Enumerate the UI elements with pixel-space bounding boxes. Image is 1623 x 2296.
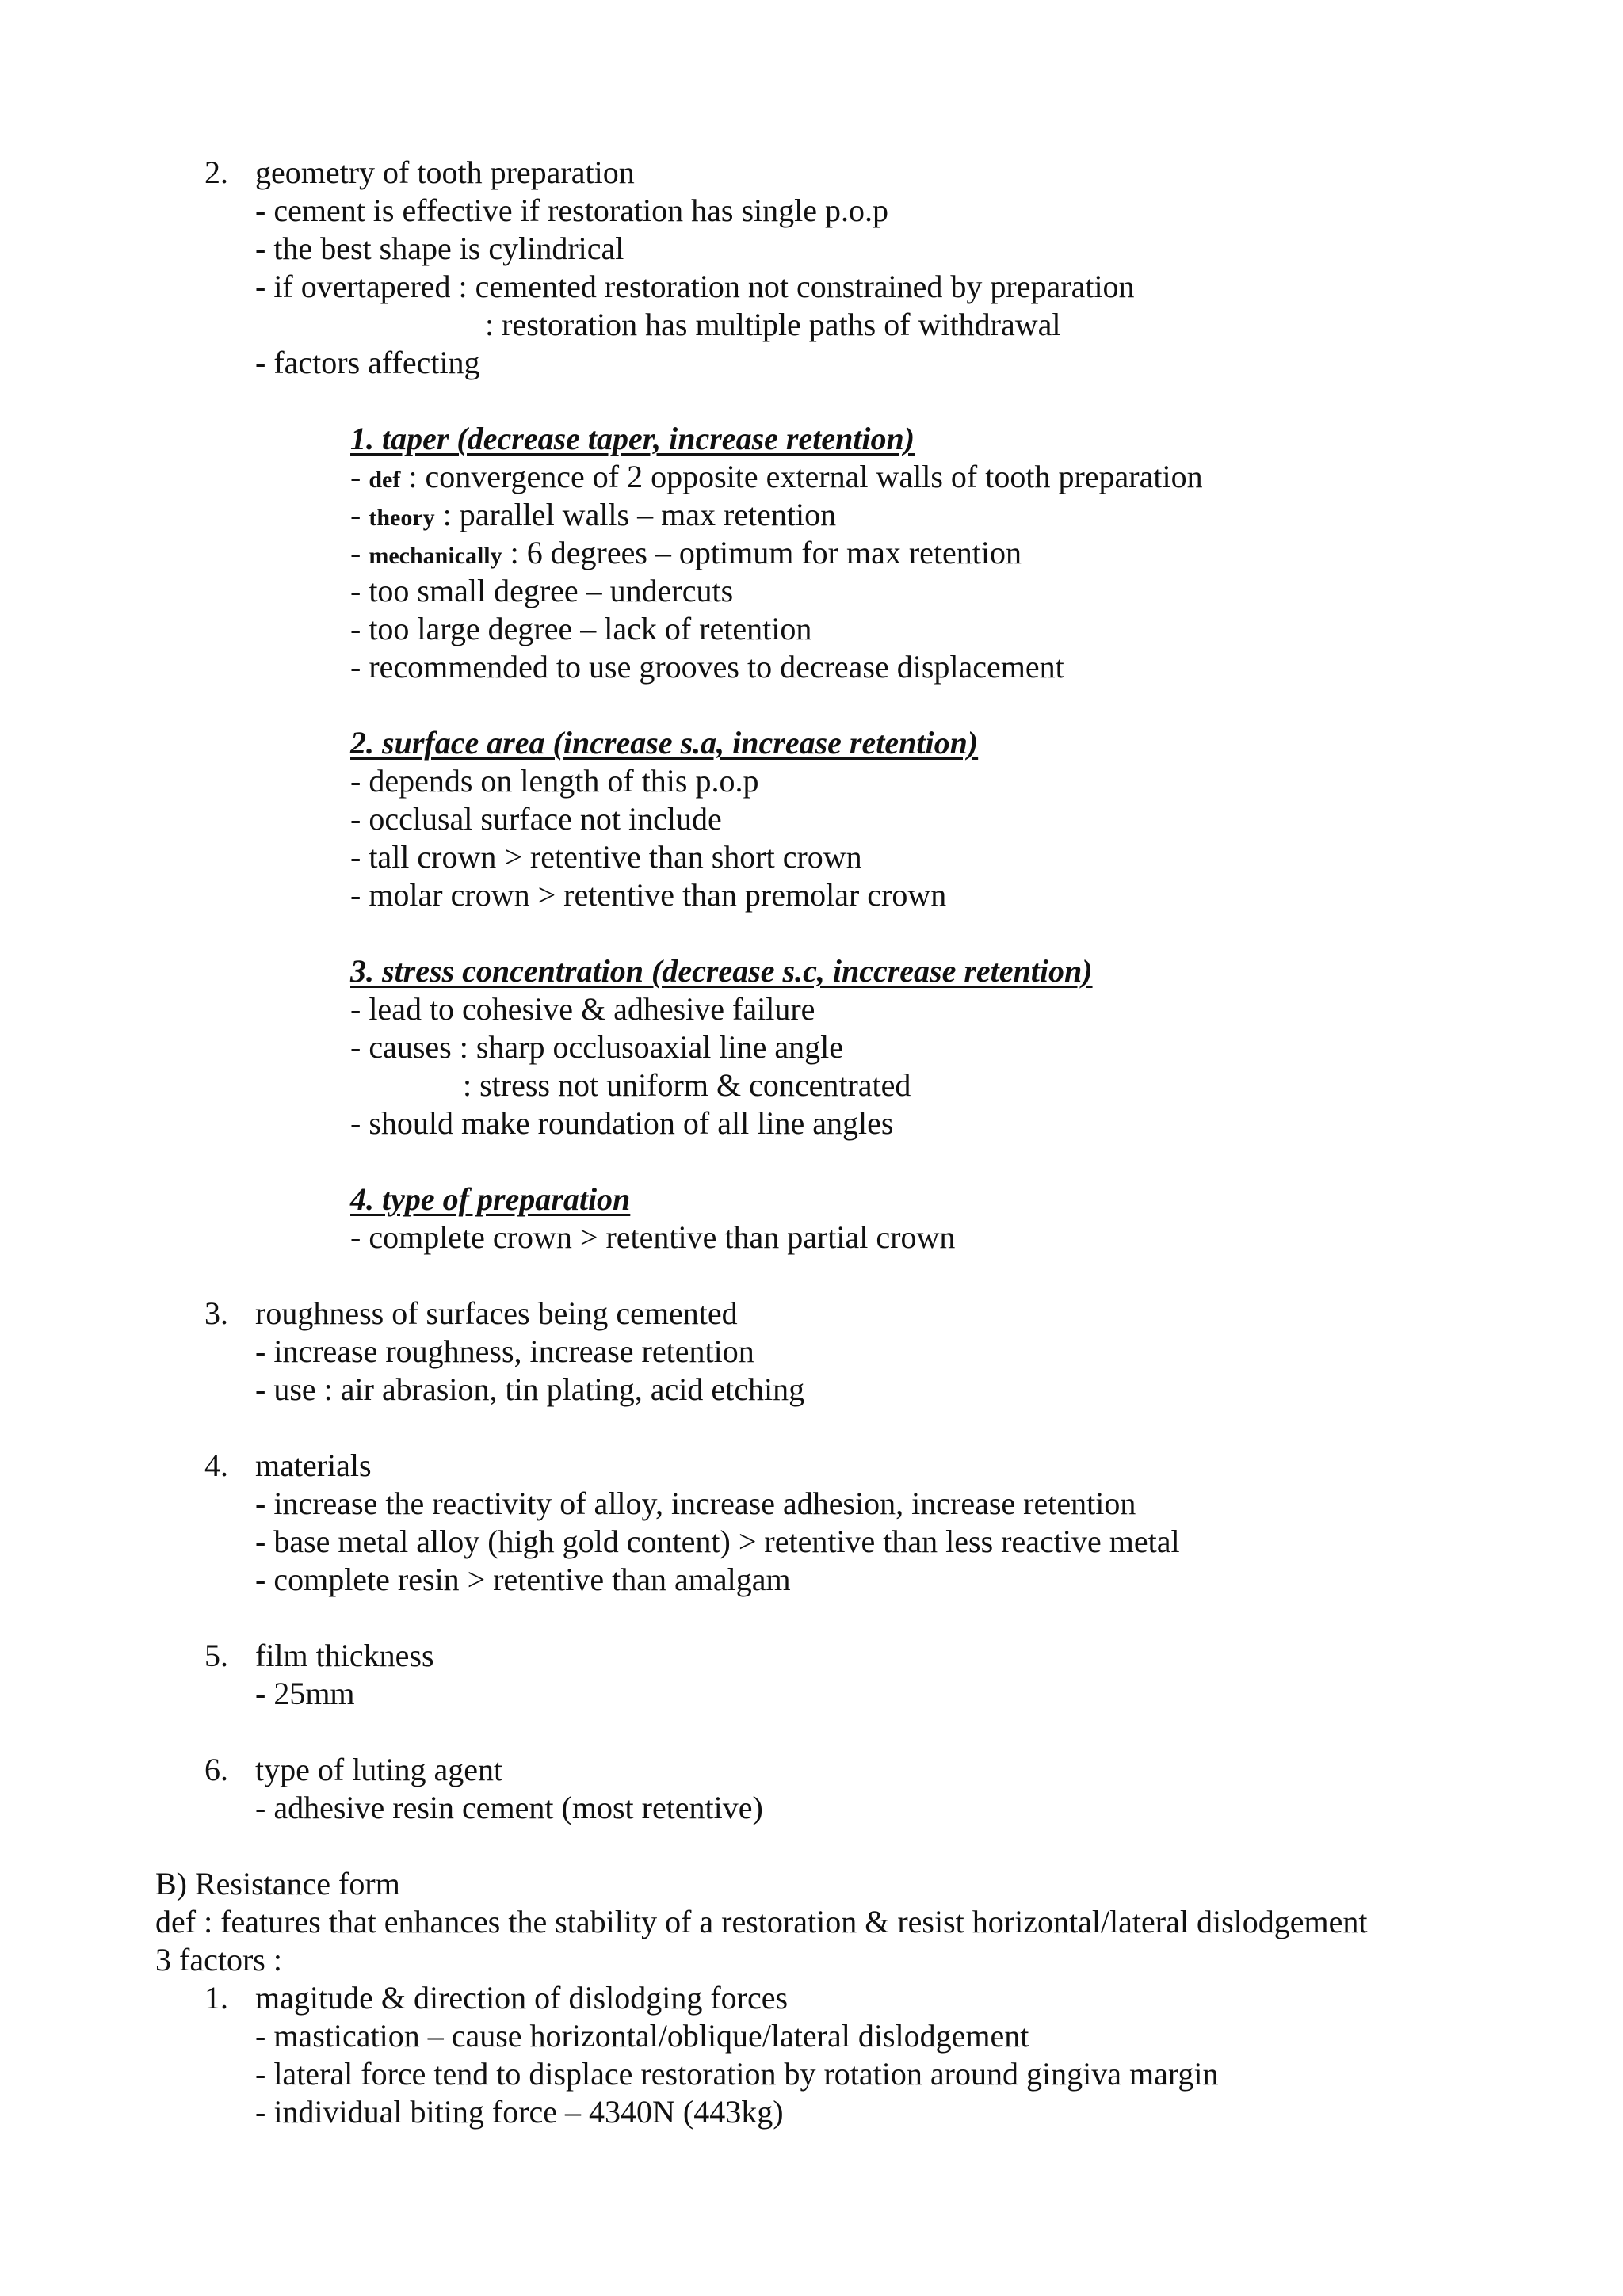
text-line: - adhesive resin cement (most retentive)	[255, 1790, 763, 1825]
factor-heading: 3. stress concentration (decrease s.c, inccrease retention)	[350, 953, 1093, 989]
text-line: - depends on length of this p.o.p	[350, 763, 759, 799]
text-line: - cement is effective if restoration has single p.o.p	[255, 193, 889, 228]
text-line: - increase roughness, increase retention	[255, 1333, 754, 1369]
text-line: - lead to cohesive & adhesive failure	[350, 991, 815, 1027]
text-line: - if overtapered : cemented restoration not constrained by preparation	[255, 269, 1135, 304]
text-line: - def : convergence of 2 opposite external walls of tooth preparation	[350, 459, 1203, 494]
text-line: - lateral force tend to displace restoration by rotation around gingiva margin	[255, 2056, 1219, 2092]
text-line: - factors affecting	[255, 345, 480, 380]
text-line: - molar crown > retentive than premolar crown	[350, 877, 947, 913]
text-line: 3 factors :	[155, 1942, 282, 1978]
list-number: 3.	[204, 1295, 228, 1331]
text-line: def : features that enhances the stability of a restoration & resist horizontal/lateral dislodgement	[155, 1904, 1368, 1939]
text-line: - should make roundation of all line angles	[350, 1105, 894, 1141]
text-line: - theory : parallel walls – max retention	[350, 497, 837, 532]
text-line: - 25mm	[255, 1676, 355, 1711]
text-line: - mastication – cause horizontal/oblique/lateral dislodgement	[255, 2018, 1029, 2054]
list-item-title: roughness of surfaces being cemented	[255, 1295, 738, 1331]
term-text: : 6 degrees – optimum for max retention	[502, 535, 1022, 570]
list-number: 2.	[204, 154, 228, 190]
text-line: - increase the reactivity of alloy, increase adhesion, increase retention	[255, 1486, 1136, 1521]
factor-heading: 4. type of preparation	[350, 1181, 631, 1217]
text-line: - causes : sharp occlusoaxial line angle	[350, 1029, 843, 1065]
text-line: - tall crown > retentive than short crown	[350, 839, 862, 875]
text-line: - too small degree – undercuts	[350, 573, 734, 608]
list-item-title: geometry of tooth preparation	[255, 154, 635, 190]
text-line: - use : air abrasion, tin plating, acid etching	[255, 1371, 805, 1407]
factor-heading: 1. taper (decrease taper, increase retention)	[350, 421, 915, 456]
list-number: 4.	[204, 1447, 228, 1483]
factor-heading: 2. surface area (increase s.a, increase retention)	[350, 725, 979, 761]
text-line: - base metal alloy (high gold content) > retentive than less reactive metal	[255, 1524, 1180, 1559]
term-label: def	[369, 467, 401, 493]
text-line: - complete crown > retentive than partial crown	[350, 1219, 956, 1255]
term-text: : parallel walls – max retention	[434, 497, 837, 532]
list-number: 5.	[204, 1638, 228, 1673]
list-item-title: type of luting agent	[255, 1752, 503, 1787]
text-line: - too large degree – lack of retention	[350, 611, 812, 646]
text-line: - the best shape is cylindrical	[255, 231, 624, 266]
text-line: - recommended to use grooves to decrease displacement	[350, 649, 1064, 685]
text-line: : restoration has multiple paths of withdrawal	[485, 307, 1061, 342]
text-line: - mechanically : 6 degrees – optimum for max retention	[350, 535, 1022, 570]
term-label: mechanically	[369, 543, 502, 569]
list-number: 1.	[204, 1980, 228, 2016]
term-text: : convergence of 2 opposite external walls of tooth preparation	[400, 459, 1203, 494]
text-line: - occlusal surface not include	[350, 801, 722, 837]
text-line: : stress not uniform & concentrated	[463, 1067, 911, 1103]
list-number: 6.	[204, 1752, 228, 1787]
list-item-title: magitude & direction of dislodging forces	[255, 1980, 789, 2016]
text-line: - individual biting force – 4340N (443kg)	[255, 2094, 784, 2130]
text-line: - complete resin > retentive than amalgam	[255, 1562, 791, 1597]
list-item-title: materials	[255, 1447, 372, 1483]
list-item-title: film thickness	[255, 1638, 434, 1673]
section-title: B) Resistance form	[155, 1866, 400, 1901]
term-label: theory	[369, 505, 435, 531]
